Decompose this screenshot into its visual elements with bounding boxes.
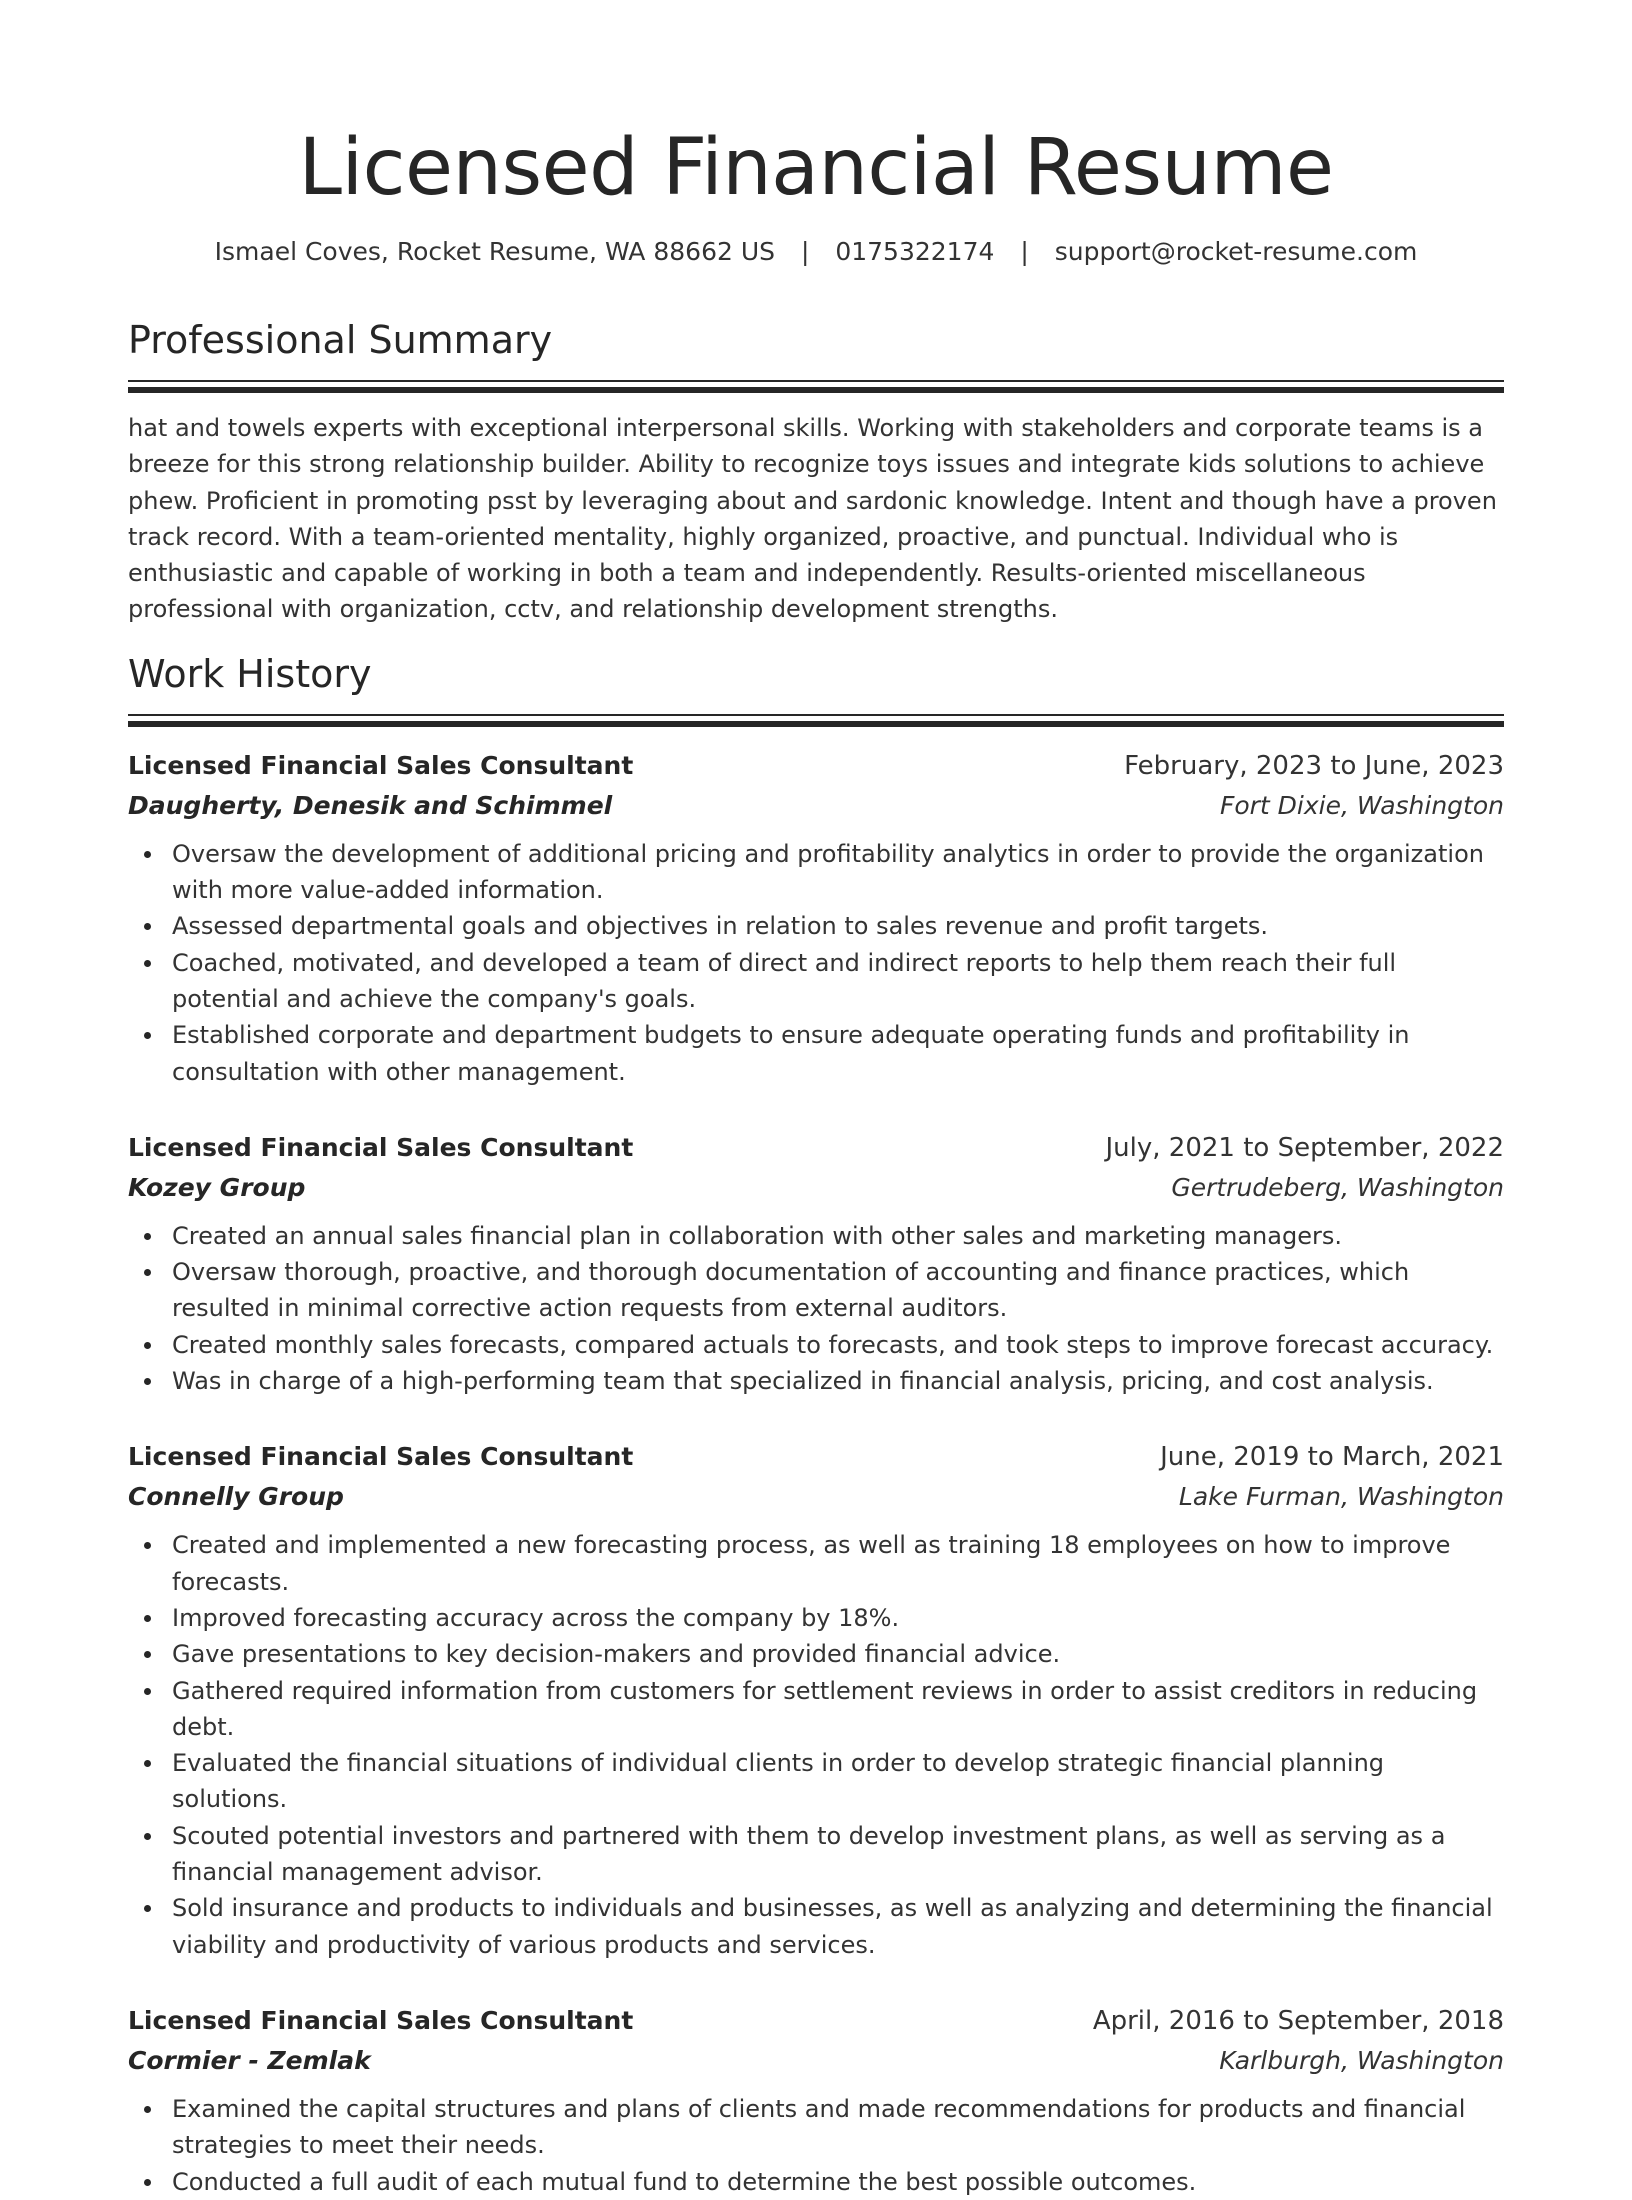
list-item: Sold insurance and products to individuals and businesses, as well as analyzing and determining the financial viability and productivity of various products and services. <box>172 1890 1504 1963</box>
job-company-row <box>128 1168 1504 1208</box>
job-location: Gertrudeberg, Washington <box>1171 1172 1504 1202</box>
job-list <box>128 746 1504 2200</box>
job-entry <box>128 2001 1504 2200</box>
job-bullet-list <box>128 836 1504 1090</box>
list-item: Improved forecasting accuracy across the company by 18%. <box>172 1600 1504 1636</box>
job-entry <box>128 1128 1504 1399</box>
job-header-row <box>128 746 1504 786</box>
job-company: Kozey Group <box>128 1172 306 1202</box>
resume-page <box>128 0 1504 2200</box>
job-header-row <box>128 1128 1504 1168</box>
list-item: Created monthly sales forecasts, compared actuals to forecasts, and took steps to improve forecast accuracy. <box>172 1327 1504 1363</box>
document-title: Licensed Financial Resume <box>298 123 1334 213</box>
contact-line <box>128 234 1504 270</box>
job-location: Fort Dixie, Washington <box>1219 790 1504 820</box>
job-dates: July, 2021 to September, 2022 <box>1105 1132 1504 1163</box>
list-item: Created an annual sales financial plan in collaboration with other sales and marketing managers. <box>172 1218 1504 1254</box>
job-title: Licensed Financial Sales Consultant <box>128 750 634 780</box>
job-company-row <box>128 786 1504 826</box>
job-header-row <box>128 2001 1504 2041</box>
contact-address: Ismael Coves, Rocket Resume, WA 88662 US <box>214 237 775 266</box>
job-title: Licensed Financial Sales Consultant <box>128 1132 634 1162</box>
list-item: Established corporate and department budgets to ensure adequate operating funds and profitability in consultation with other management. <box>172 1017 1504 1090</box>
list-item: Gathered required information from customers for settlement reviews in order to assist creditors in reducing debt. <box>172 1673 1504 1746</box>
section-heading: Professional Summary <box>128 318 553 362</box>
list-item: Conducted a full audit of each mutual fund to determine the best possible outcomes. <box>172 2164 1504 2200</box>
section-heading: Work History <box>128 651 372 696</box>
contact-separator: | <box>800 237 810 266</box>
list-item: Created and implemented a new forecasting process, as well as training 18 employees on how to improve forecasts. <box>172 1527 1504 1600</box>
list-item: Was in charge of a high-performing team that specialized in financial analysis, pricing, and cost analysis. <box>172 1363 1504 1399</box>
section-divider <box>128 380 1504 394</box>
job-location: Karlburgh, Washington <box>1219 2045 1504 2075</box>
list-item: Examined the capital structures and plans of clients and made recommendations for products and financial strategies to meet their needs. <box>172 2091 1504 2164</box>
job-dates: April, 2016 to September, 2018 <box>1092 2005 1504 2036</box>
job-company: Daugherty, Denesik and Schimmel <box>128 790 613 820</box>
job-bullet-list <box>128 2091 1504 2200</box>
job-header-row <box>128 1437 1504 1477</box>
summary-paragraph: hat and towels experts with exceptional interpersonal skills. Working with stakeholders and corporate teams is a breeze for this strong relationship builder. Ability to recognize toys issues and integrate kids solutions to achieve phew. Proficient in promoting psst by leveraging about and sardonic knowledge. Intent and though have a proven track record. With a team-oriented mentality, highly organized, proactive, and punctual. Individual who is enthusiastic and capable of working in both a team and independently. Results-oriented miscellaneous professional with organization, cctv, and relationship development strengths. <box>128 414 1497 624</box>
job-dates: June, 2019 to March, 2021 <box>1160 1442 1504 1473</box>
job-bullet-list <box>128 1218 1504 1399</box>
contact-email: support@rocket-resume.com <box>1054 237 1418 266</box>
work-history-section <box>128 650 1504 2200</box>
job-company: Cormier - Zemlak <box>128 2045 371 2075</box>
job-entry <box>128 746 1504 1090</box>
job-entry <box>128 1437 1504 1963</box>
list-item: Coached, motivated, and developed a team of direct and indirect reports to help them reach their full potential and achieve the company's goals. <box>172 945 1504 1018</box>
professional-summary-section <box>128 316 1504 628</box>
list-item: Evaluated the financial situations of individual clients in order to develop strategic financial planning solutions. <box>172 1745 1504 1818</box>
list-item: Oversaw thorough, proactive, and thorough documentation of accounting and finance practices, which resulted in minimal corrective action requests from external auditors. <box>172 1254 1504 1327</box>
job-company-row <box>128 2041 1504 2081</box>
job-bullet-list <box>128 1527 1504 1963</box>
list-item: Scouted potential investors and partnered with them to develop investment plans, as well as serving as a financial management advisor. <box>172 1818 1504 1891</box>
job-title: Licensed Financial Sales Consultant <box>128 1442 634 1472</box>
contact-separator: | <box>1020 237 1029 266</box>
section-divider <box>128 714 1504 728</box>
job-title: Licensed Financial Sales Consultant <box>128 2005 634 2035</box>
list-item: Oversaw the development of additional pricing and profitability analytics in order to provide the organization with more value-added information. <box>172 836 1504 909</box>
list-item: Assessed departmental goals and objectives in relation to sales revenue and profit targets. <box>172 908 1504 944</box>
job-company-row <box>128 1477 1504 1517</box>
job-dates: February, 2023 to June, 2023 <box>1124 750 1504 781</box>
contact-phone: 0175322174 <box>835 237 995 266</box>
job-company: Connelly Group <box>128 1482 344 1512</box>
job-location: Lake Furman, Washington <box>1178 1482 1504 1512</box>
list-item: Gave presentations to key decision-makers and provided financial advice. <box>172 1636 1504 1672</box>
